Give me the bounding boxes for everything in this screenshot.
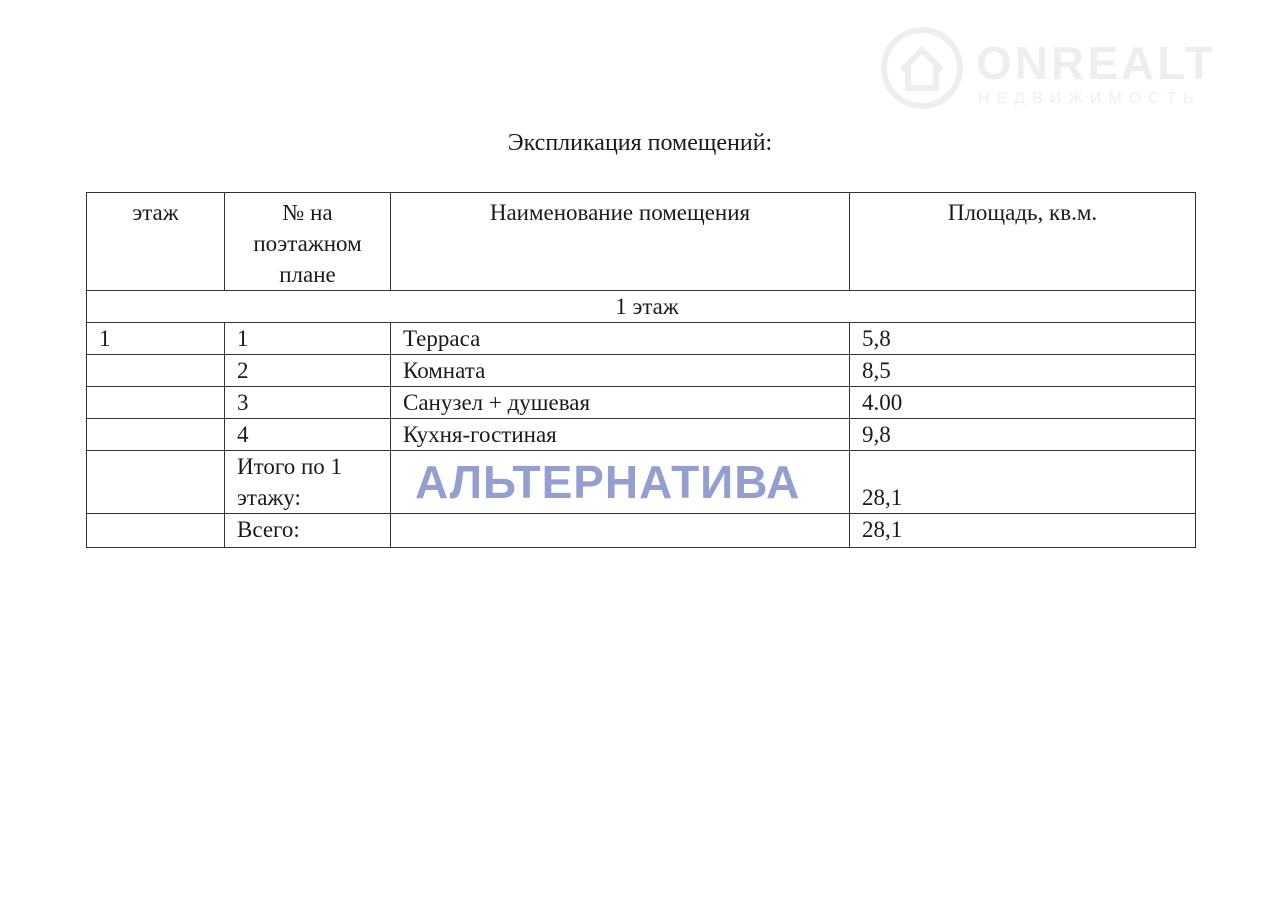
table-header-row (87, 193, 1196, 291)
house-icon (880, 26, 964, 110)
cell-name: Терраса (391, 323, 850, 355)
header-plan-number: № на поэтажном плане (225, 193, 391, 291)
header-floor: этаж (87, 193, 225, 291)
subtotal-area: 28,1 (850, 451, 1196, 514)
total-name-empty (391, 514, 850, 548)
cell-floor (87, 355, 225, 387)
total-row (87, 514, 1196, 548)
cell-number: 2 (225, 355, 391, 387)
cell-number: 4 (225, 419, 391, 451)
cell-number: 3 (225, 387, 391, 419)
cell-area: 5,8 (850, 323, 1196, 355)
document-title: Экспликация помещений: (507, 130, 773, 156)
total-label: Всего: (225, 514, 391, 548)
subtotal-label: Итого по 1 этажу: (225, 451, 391, 514)
total-empty (87, 514, 225, 548)
cell-name: Кухня-гостиная (391, 419, 850, 451)
header-area: Площадь, кв.м. (850, 193, 1196, 291)
section-label: 1 этаж (87, 291, 1196, 323)
table-row (87, 355, 1196, 387)
watermark-brand-tagline: НЕДВИЖИМОСТЬ (978, 90, 1201, 107)
alternativa-watermark: АЛЬТЕРНАТИВА (415, 456, 801, 508)
cell-area: 8,5 (850, 355, 1196, 387)
cell-name: Санузел + душевая (391, 387, 850, 419)
cell-floor: 1 (87, 323, 225, 355)
subtotal-empty (87, 451, 225, 514)
onrealt-watermark (880, 26, 1250, 116)
table-row (87, 419, 1196, 451)
cell-floor (87, 387, 225, 419)
table-row (87, 323, 1196, 355)
section-row (87, 291, 1196, 323)
total-area: 28,1 (850, 514, 1196, 548)
header-room-name: Наименование помещения (391, 193, 850, 291)
watermark-brand-name: ONREALT (976, 37, 1216, 89)
cell-floor (87, 419, 225, 451)
table-row (87, 387, 1196, 419)
cell-area: 4.00 (850, 387, 1196, 419)
cell-area: 9,8 (850, 419, 1196, 451)
cell-name: Комната (391, 355, 850, 387)
cell-number: 1 (225, 323, 391, 355)
